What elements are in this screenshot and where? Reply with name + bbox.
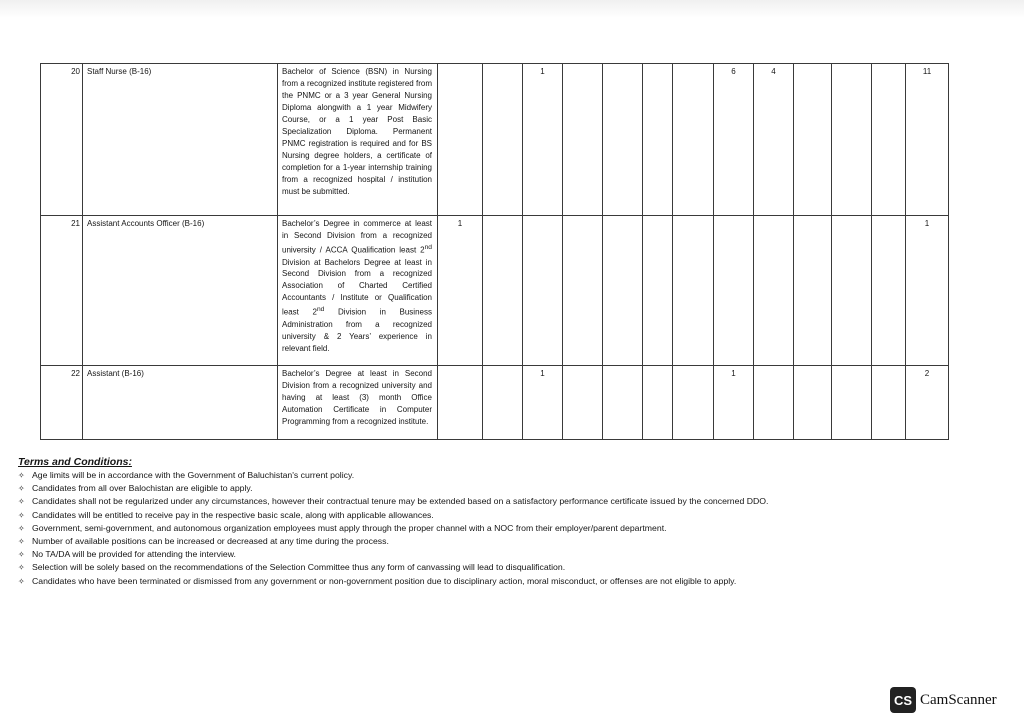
serial-number: 21 xyxy=(41,216,83,366)
quota-cell: 6 xyxy=(714,64,754,216)
term-text: Candidates from all over Balochistan are eligible to apply. xyxy=(32,483,253,494)
quota-cell xyxy=(438,64,483,216)
list-item xyxy=(18,548,918,561)
table-row xyxy=(41,64,949,216)
quota-cell xyxy=(643,366,673,440)
term-text: Candidates will be entitled to receive pay in the respective basic scale, along with applicable allowances. xyxy=(32,509,434,520)
diamond-star-icon: ✧ xyxy=(18,550,25,560)
quota-cell xyxy=(483,366,523,440)
list-item xyxy=(18,509,918,522)
quota-cell xyxy=(794,216,832,366)
camscanner-logo-icon: CS xyxy=(890,687,916,713)
quota-cell xyxy=(483,64,523,216)
quota-cell xyxy=(794,366,832,440)
quota-cell xyxy=(832,366,872,440)
serial-number: 22 xyxy=(41,366,83,440)
quota-cell xyxy=(603,216,643,366)
qualification: Bachelor’s Degree at least in Second Division from a recognized university and having at least (3) month Office Automation Certificate in Computer Programming from a recognized institute. xyxy=(278,366,438,440)
qualification: Bachelor of Science (BSN) in Nursing from a recognized institute registered from the PNMC or a 3 year General Nursing Diploma alongwith a 1 year Midwifery Course, or a 1 year Post Basic Specialization Diploma. Permanent PNMC registration is required and for BS Nursing degree holders, a certificate of completion for a 1-year internship training from a recognized hospital / institution must be submitted. xyxy=(278,64,438,216)
diamond-star-icon: ✧ xyxy=(18,563,25,573)
terms-list xyxy=(18,469,918,588)
quota-cell: 1 xyxy=(438,216,483,366)
terms-section xyxy=(18,455,918,588)
diamond-star-icon: ✧ xyxy=(18,537,25,547)
term-text: No TA/DA will be provided for attending the interview. xyxy=(32,549,236,560)
quota-cell xyxy=(754,216,794,366)
quota-cell xyxy=(603,366,643,440)
quota-cell: 1 xyxy=(523,366,563,440)
serial-number: 20 xyxy=(41,64,83,216)
quota-cell xyxy=(714,216,754,366)
diamond-star-icon: ✧ xyxy=(18,484,25,494)
quota-cell xyxy=(563,216,603,366)
post-title: Staff Nurse (B-16) xyxy=(83,64,278,216)
diamond-star-icon: ✧ xyxy=(18,576,25,586)
list-item xyxy=(18,495,918,508)
quota-cell: 1 xyxy=(714,366,754,440)
total-cell: 1 xyxy=(906,216,949,366)
quota-cell xyxy=(832,64,872,216)
quota-cell xyxy=(872,366,906,440)
diamond-star-icon: ✧ xyxy=(18,510,25,520)
quota-cell xyxy=(563,366,603,440)
quota-cell xyxy=(872,64,906,216)
quota-cell xyxy=(483,216,523,366)
quota-cell xyxy=(603,64,643,216)
quota-cell xyxy=(872,216,906,366)
table-body xyxy=(41,64,949,440)
quota-cell: 1 xyxy=(523,64,563,216)
total-cell: 11 xyxy=(906,64,949,216)
quota-cell xyxy=(643,64,673,216)
quota-cell xyxy=(643,216,673,366)
quota-cell xyxy=(832,216,872,366)
quota-cell xyxy=(673,64,714,216)
table-row xyxy=(41,366,949,440)
post-title: Assistant Accounts Officer (B-16) xyxy=(83,216,278,366)
quota-cell xyxy=(673,216,714,366)
quota-cell xyxy=(523,216,563,366)
list-item xyxy=(18,522,918,535)
terms-heading: Terms and Conditions: xyxy=(18,456,132,468)
list-item xyxy=(18,535,918,548)
quota-cell xyxy=(438,366,483,440)
quota-cell xyxy=(563,64,603,216)
post-title: Assistant (B-16) xyxy=(83,366,278,440)
camscanner-watermark xyxy=(890,686,997,714)
term-text: Candidates who have been terminated or dismissed from any government or non-government position due to disciplinary action, moral misconduct, or offenses are not eligible to apply. xyxy=(32,575,737,586)
term-text: Selection will be solely based on the recommendations of the Selection Committee thus any form of canvassing will lead to disqualification. xyxy=(32,562,566,573)
diamond-star-icon: ✧ xyxy=(18,523,25,533)
list-item xyxy=(18,469,918,482)
term-text: Age limits will be in accordance with the Government of Baluchistan's current policy. xyxy=(32,470,355,480)
quota-cell: 4 xyxy=(754,64,794,216)
camscanner-brand: CamScanner xyxy=(920,691,997,708)
list-item xyxy=(18,575,918,588)
term-text: Candidates shall not be regularized under any circumstances, however their contractual tenure may be extended based on a satisfactory performance certificate issued by the concerned DDO. xyxy=(32,496,769,507)
scan-top-shadow xyxy=(0,0,1024,18)
list-item xyxy=(18,561,918,574)
quota-cell xyxy=(754,366,794,440)
list-item xyxy=(18,482,918,495)
quota-cell xyxy=(794,64,832,216)
quota-cell xyxy=(673,366,714,440)
term-text: Number of available positions can be increased or decreased at any time during the process. xyxy=(32,536,389,547)
diamond-star-icon: ✧ xyxy=(18,471,25,480)
qualification: Bachelor’s Degree in commerce at least in Second Division from a recognized university / ACCA Qualification least 2nd Division at Bachelors Degree at least in Second Division from a recognized Association of Charted Certified Accountants / Institute or Qualification least 2nd Division in Business Administration from a recognized university & 2 Years’ experience in relevant field. xyxy=(278,216,438,366)
positions-table xyxy=(40,63,949,440)
total-cell: 2 xyxy=(906,366,949,440)
term-text: Government, semi-government, and autonomous organization employees must apply through the proper channel with a NOC from their employer/parent department. xyxy=(32,522,667,533)
table-row xyxy=(41,216,949,366)
diamond-star-icon: ✧ xyxy=(18,497,25,507)
